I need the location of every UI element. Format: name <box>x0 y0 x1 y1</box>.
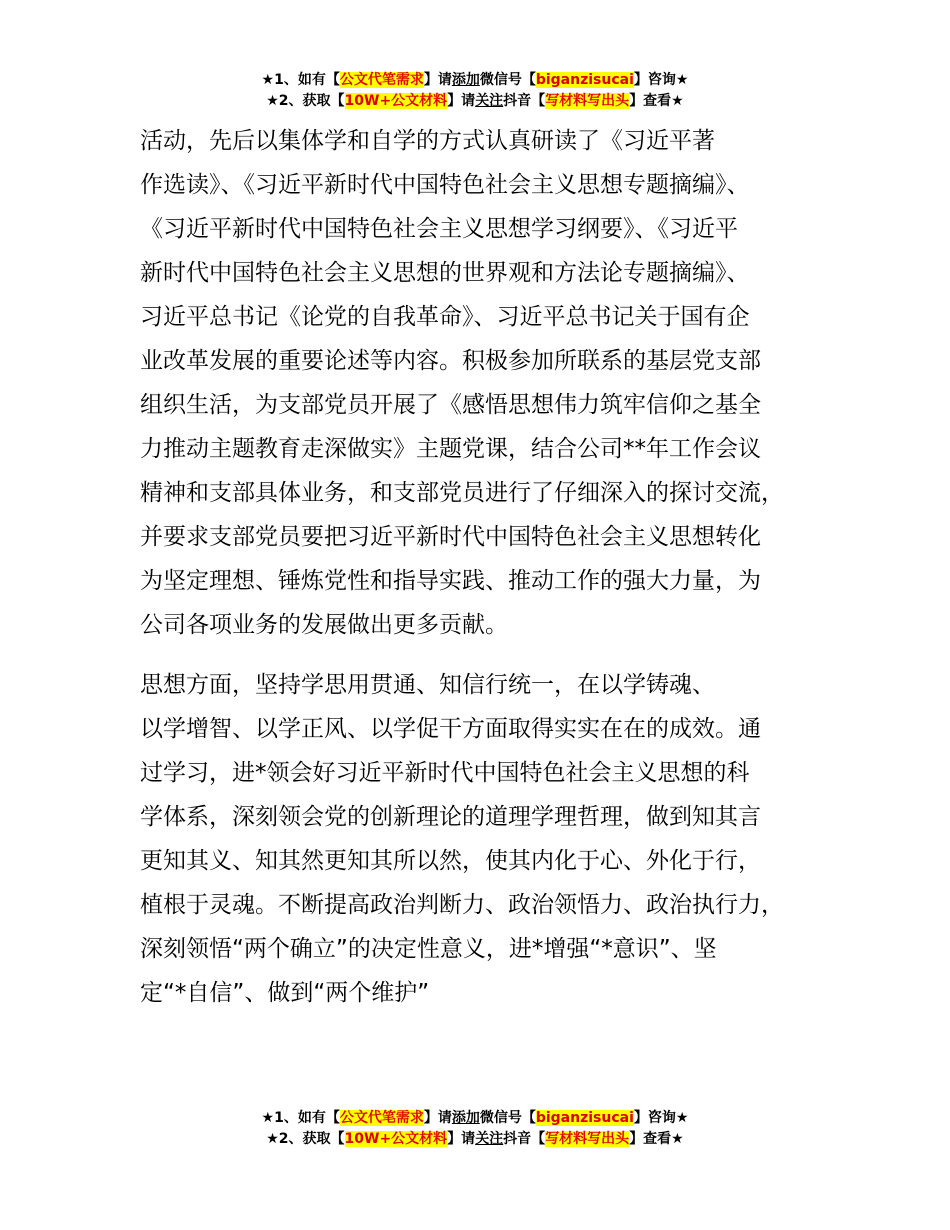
banner-line-2 <box>0 1129 950 1150</box>
banner-text: ★1、如有【 <box>261 1110 340 1126</box>
banner-text: 】查看★ <box>629 93 684 109</box>
text-line: 并要求支部党员要把习近平新时代中国特色社会主义思想转化 <box>140 524 761 550</box>
banner-highlight: 10W+公文材料 <box>344 93 448 109</box>
banner-text: ★2、获取【 <box>266 1131 345 1147</box>
banner-text: 抖音【 <box>503 1131 546 1147</box>
banner-underlined-text: 添加 <box>451 72 480 88</box>
banner-highlight: biganzisucai <box>535 1110 634 1126</box>
footer-banner <box>0 1108 950 1150</box>
banner-text: ★2、获取【 <box>266 93 345 109</box>
text-line: 新时代中国特色社会主义思想的世界观和方法论专题摘编》、 <box>140 260 750 286</box>
banner-text: ★1、如有【 <box>261 72 340 88</box>
text-line: 更知其义、知其然更知其所以然，使其内化于心、外化于行， <box>140 848 761 874</box>
banner-line-1 <box>0 70 950 91</box>
banner-text: 抖音【 <box>503 93 546 109</box>
text-line: 定“*自信”、做到“两个维护” <box>140 980 430 1006</box>
text-line: 学体系，深刻领会党的创新理论的道理学理哲理，做到知其言 <box>140 804 761 830</box>
banner-text: 微信号【 <box>479 72 536 88</box>
banner-underlined-text: 添加 <box>451 1110 480 1126</box>
paragraph-1 <box>140 119 840 647</box>
text-line: 组织生活，为支部党员开展了《感悟思想伟力筑牢信仰之基全 <box>140 392 761 418</box>
text-line: 植根于灵魂。不断提高政治判断力、政治领悟力、政治执行力， <box>140 892 784 918</box>
text-line: 公司各项业务的发展做出更多贡献。 <box>140 612 508 638</box>
banner-text: 】咨询★ <box>633 72 689 88</box>
banner-line-2 <box>0 91 950 112</box>
document-body <box>140 119 840 1015</box>
text-line: 精神和支部具体业务，和支部党员进行了仔细深入的探讨交流， <box>140 480 784 506</box>
banner-underlined-text: 关注 <box>475 93 504 109</box>
banner-text: 】请 <box>447 1131 476 1147</box>
text-line: 活动，先后以集体学和自学的方式认真研读了《习近平著 <box>140 128 715 154</box>
banner-highlight: 公文代笔需求 <box>339 72 424 88</box>
banner-highlight: 写材料写出头 <box>545 1131 630 1147</box>
banner-text: 】查看★ <box>629 1131 684 1147</box>
banner-text: 微信号【 <box>479 1110 536 1126</box>
banner-underlined-text: 关注 <box>475 1131 504 1147</box>
banner-text: 】请 <box>447 93 476 109</box>
banner-highlight: 公文代笔需求 <box>339 1110 424 1126</box>
text-line: 力推动主题教育走深做实》主题党课，结合公司**年工作会议 <box>140 436 761 462</box>
banner-text: 】咨询★ <box>633 1110 689 1126</box>
header-banner <box>0 70 950 112</box>
banner-highlight: biganzisucai <box>535 72 634 88</box>
text-line: 过学习，进*领会好习近平新时代中国特色社会主义思想的科 <box>140 760 750 786</box>
banner-highlight: 写材料写出头 <box>545 93 630 109</box>
text-line: 业改革发展的重要论述等内容。积极参加所联系的基层党支部 <box>140 348 761 374</box>
text-line: 深刻领悟“两个确立”的决定性意义，进*增强“*意识”、坚 <box>140 936 717 962</box>
banner-text: 】请 <box>423 1110 452 1126</box>
text-line: 为坚定理想、锤炼党性和指导实践、推动工作的强大力量，为 <box>140 568 761 594</box>
text-line: 作选读》、《习近平新时代中国特色社会主义思想专题摘编》、 <box>140 172 750 198</box>
banner-line-1 <box>0 1108 950 1129</box>
banner-highlight: 10W+公文材料 <box>344 1131 448 1147</box>
text-line: 以学增智、以学正风、以学促干方面取得实实在在的成效。通 <box>140 716 761 742</box>
paragraph-2 <box>140 663 840 1015</box>
text-line: 《习近平新时代中国特色社会主义思想学习纲要》、《习近平 <box>140 216 738 242</box>
text-line: 思想方面，坚持学思用贯通、知信行统一，在以学铸魂、 <box>140 672 715 698</box>
banner-text: 】请 <box>423 72 452 88</box>
text-line: 习近平总书记《论党的自我革命》、习近平总书记关于国有企 <box>140 304 750 330</box>
